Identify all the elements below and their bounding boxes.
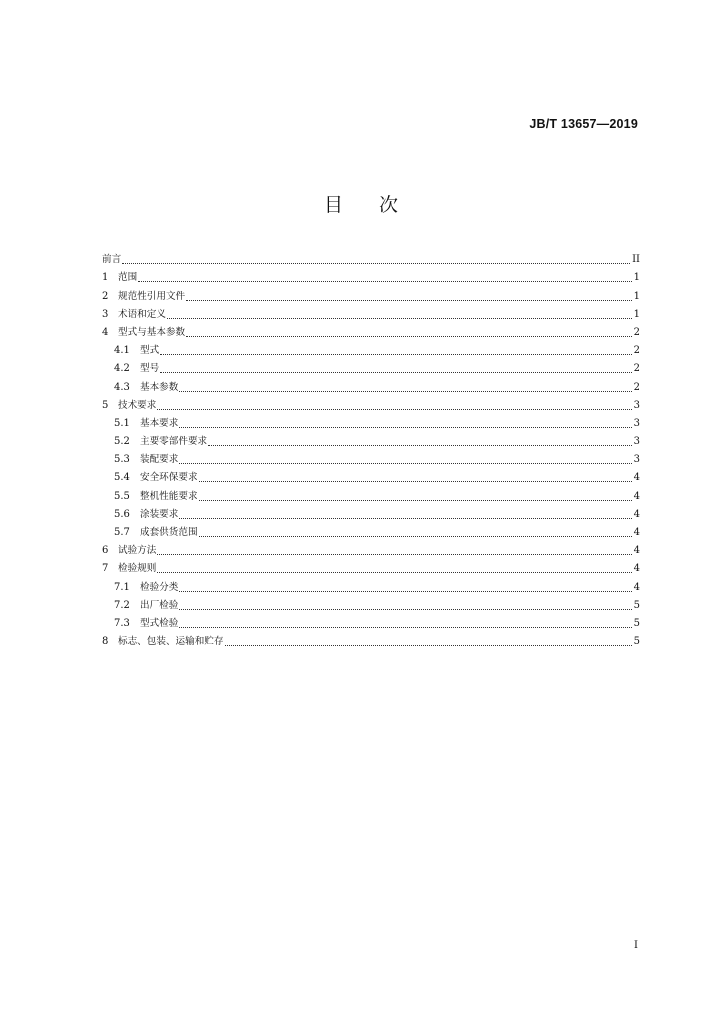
toc-dot-leader bbox=[160, 354, 631, 355]
toc-entry[interactable] bbox=[102, 266, 640, 284]
toc-entry-number: 7.2 bbox=[114, 599, 130, 611]
toc-dot-leader bbox=[179, 518, 631, 519]
page-number: I bbox=[634, 940, 638, 951]
toc-entry-label: 检验分类 bbox=[140, 581, 179, 593]
toc-entry[interactable] bbox=[102, 448, 640, 466]
toc-dot-leader bbox=[122, 263, 630, 264]
toc-entry-page: 5 bbox=[633, 636, 640, 648]
toc-entry-page: 2 bbox=[633, 381, 640, 393]
toc-entry-label: 标志、包装、运输和贮存 bbox=[118, 636, 224, 648]
toc-entry-label: 涂装要求 bbox=[140, 508, 179, 520]
toc-entry-number: 2 bbox=[102, 290, 109, 302]
toc-dot-leader bbox=[179, 391, 631, 392]
toc-entry-number: 4.1 bbox=[114, 345, 130, 357]
toc-entry-number: 7.1 bbox=[114, 581, 130, 593]
toc-entry[interactable] bbox=[102, 521, 640, 539]
standard-number: JB/T 13657—2019 bbox=[529, 117, 638, 131]
toc-entry-page: 5 bbox=[633, 617, 640, 629]
toc-entry-number: 4.3 bbox=[114, 381, 130, 393]
toc-dot-leader bbox=[208, 445, 631, 446]
toc-entry[interactable] bbox=[102, 575, 640, 593]
toc-dot-leader bbox=[186, 300, 631, 301]
toc-entry-page: 1 bbox=[633, 308, 640, 320]
toc-entry[interactable] bbox=[102, 466, 640, 484]
toc-entry-number: 7 bbox=[102, 563, 109, 575]
toc-dot-leader bbox=[179, 609, 631, 610]
toc-entry-number: 5.2 bbox=[114, 436, 130, 448]
toc-entry-page: 2 bbox=[633, 326, 640, 338]
toc-entry-label: 基本要求 bbox=[140, 417, 179, 429]
toc-entry-page: 4 bbox=[633, 581, 640, 593]
toc-entry[interactable] bbox=[102, 612, 640, 630]
toc-dot-leader bbox=[225, 645, 632, 646]
toc-entry-page: 4 bbox=[633, 545, 640, 557]
toc-entry[interactable] bbox=[102, 557, 640, 575]
toc-entry-label: 型式 bbox=[140, 345, 160, 357]
toc-entry-label: 型式与基本参数 bbox=[118, 326, 186, 338]
toc-entry-label: 技术要求 bbox=[118, 399, 157, 411]
toc-dot-leader bbox=[179, 627, 631, 628]
toc-entry-page: 4 bbox=[633, 527, 640, 538]
toc-entry-label: 装配要求 bbox=[140, 454, 179, 466]
toc-entry-label: 术语和定义 bbox=[118, 308, 166, 320]
toc-entry-number: 5.7 bbox=[114, 527, 130, 538]
toc-dot-leader bbox=[179, 463, 631, 464]
toc-entry-number: 4 bbox=[102, 326, 109, 338]
toc-entry-page: 3 bbox=[633, 417, 640, 429]
toc-entry-number: 1 bbox=[102, 272, 109, 284]
toc-dot-leader bbox=[167, 318, 632, 319]
toc-entry-page: 2 bbox=[633, 345, 640, 357]
toc-entry[interactable] bbox=[102, 321, 640, 339]
toc-entry-number: 5 bbox=[102, 399, 109, 411]
toc-entry[interactable] bbox=[102, 630, 640, 648]
toc-entry[interactable] bbox=[102, 539, 640, 557]
toc-entry[interactable] bbox=[102, 594, 640, 612]
toc-entry-page: II bbox=[632, 254, 640, 266]
toc-dot-leader bbox=[157, 409, 631, 410]
toc-dot-leader bbox=[199, 536, 632, 537]
toc-entry-page: 1 bbox=[633, 272, 640, 284]
toc-entry-label: 安全环保要求 bbox=[140, 472, 198, 484]
page-title bbox=[0, 190, 724, 217]
toc-dot-leader bbox=[179, 591, 631, 592]
toc-entry-label: 基本参数 bbox=[140, 381, 179, 393]
toc-entry[interactable] bbox=[102, 284, 640, 302]
toc-entry-page: 4 bbox=[633, 472, 640, 484]
toc-entry-number: 4.2 bbox=[114, 363, 130, 375]
toc-entry-number: 5.3 bbox=[114, 454, 130, 466]
toc-entry[interactable] bbox=[102, 375, 640, 393]
toc-entry-label: 规范性引用文件 bbox=[118, 290, 186, 302]
table-of-contents bbox=[102, 248, 640, 648]
toc-entry-number: 5.1 bbox=[114, 417, 130, 429]
toc-entry[interactable] bbox=[102, 339, 640, 357]
toc-dot-leader bbox=[199, 500, 632, 501]
toc-entry[interactable] bbox=[102, 412, 640, 430]
toc-entry-label: 主要零部件要求 bbox=[140, 436, 208, 448]
toc-entry-label: 试验方法 bbox=[118, 545, 157, 557]
toc-entry-page: 3 bbox=[633, 436, 640, 448]
toc-entry-number: 5.5 bbox=[114, 490, 130, 502]
toc-entry-label: 范围 bbox=[118, 272, 138, 284]
toc-entry[interactable] bbox=[102, 503, 640, 521]
toc-entry-page: 3 bbox=[633, 454, 640, 466]
toc-entry[interactable] bbox=[102, 484, 640, 502]
toc-entry-label: 成套供货范围 bbox=[140, 527, 198, 538]
toc-entry[interactable] bbox=[102, 430, 640, 448]
toc-entry-page: 3 bbox=[633, 399, 640, 411]
toc-dot-leader bbox=[199, 481, 632, 482]
toc-entry-label: 型号 bbox=[140, 363, 160, 375]
toc-entry[interactable] bbox=[102, 357, 640, 375]
toc-entry-page: 1 bbox=[633, 290, 640, 302]
toc-entry-number: 8 bbox=[102, 636, 109, 648]
toc-entry-label: 前言 bbox=[102, 254, 122, 266]
toc-dot-leader bbox=[160, 372, 631, 373]
page-title-char-2: 次 bbox=[379, 194, 401, 216]
toc-dot-leader bbox=[157, 554, 631, 555]
toc-dot-leader bbox=[157, 572, 631, 573]
toc-entry[interactable] bbox=[102, 248, 640, 266]
toc-entry-page: 5 bbox=[633, 599, 640, 611]
toc-dot-leader bbox=[138, 281, 631, 282]
toc-entry-label: 整机性能要求 bbox=[140, 490, 198, 502]
toc-entry-page: 4 bbox=[633, 508, 640, 520]
toc-entry-number: 3 bbox=[102, 308, 109, 320]
toc-entry[interactable] bbox=[102, 394, 640, 412]
toc-entry-number: 6 bbox=[102, 545, 109, 557]
toc-entry-number: 7.3 bbox=[114, 617, 130, 629]
toc-entry-label: 型式检验 bbox=[140, 617, 179, 629]
toc-entry-page: 4 bbox=[633, 490, 640, 502]
toc-entry-page: 2 bbox=[633, 363, 640, 375]
toc-entry-label: 检验规则 bbox=[118, 563, 157, 575]
toc-entry-number: 5.6 bbox=[114, 508, 130, 520]
page-title-char-1: 目 bbox=[323, 194, 345, 216]
toc-entry-page: 4 bbox=[633, 563, 640, 575]
toc-dot-leader bbox=[179, 427, 631, 428]
toc-entry-label: 出厂检验 bbox=[140, 599, 179, 611]
toc-dot-leader bbox=[186, 336, 631, 337]
toc-entry[interactable] bbox=[102, 303, 640, 321]
toc-entry-number: 5.4 bbox=[114, 472, 130, 484]
